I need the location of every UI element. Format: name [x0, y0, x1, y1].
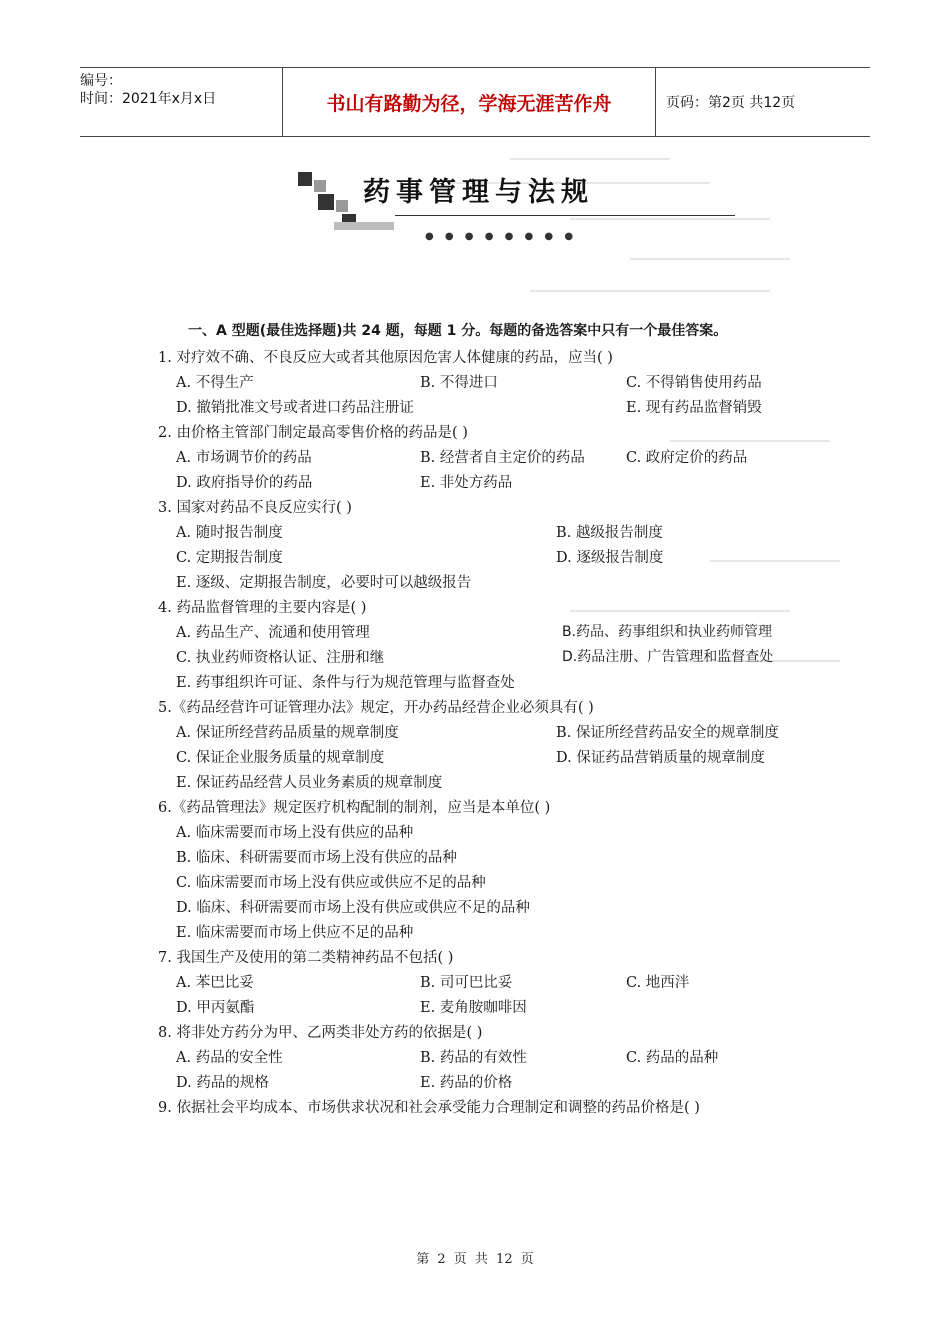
option: C. 临床需要而市场上没有供应或供应不足的品种	[176, 875, 486, 891]
option: E. 药品的价格	[420, 1075, 513, 1091]
title-underline	[395, 215, 735, 216]
page-label: 页码：第2页 共12页	[666, 95, 796, 111]
option: A. 药品生产、流通和使用管理	[176, 625, 370, 641]
option: D. 保证药品营销质量的规章制度	[556, 750, 765, 766]
header-meta	[80, 68, 280, 140]
question-stem: 6.《药品管理法》规定医疗机构配制的制剂，应当是本单位( )	[158, 800, 551, 816]
option: C. 保证企业服务质量的规章制度	[176, 750, 385, 766]
option: B. 不得进口	[420, 375, 498, 391]
option: C. 药品的品种	[626, 1050, 719, 1066]
option: A. 随时报告制度	[176, 525, 283, 541]
option: D. 逐级报告制度	[556, 550, 664, 566]
page-header	[80, 67, 870, 137]
section-heading: 一、A 型题(最佳选择题)共 24 题，每题 1 分。每题的备选答案中只有一个最佳答案。	[188, 323, 728, 339]
option: A. 临床需要而市场上没有供应的品种	[176, 825, 414, 841]
option: C. 政府定价的药品	[626, 450, 748, 466]
question-stem: 4. 药品监督管理的主要内容是( )	[158, 600, 367, 616]
time-label: 时间：2021年x月x日	[80, 91, 217, 107]
page-footer: 第 2 页 共 12 页	[416, 1252, 534, 1267]
option: E. 药事组织许可证、条件与行为规范管理与监督查处	[176, 675, 515, 691]
option: E. 非处方药品	[420, 475, 513, 491]
question-stem: 3. 国家对药品不良反应实行( )	[158, 500, 352, 516]
option: A. 不得生产	[176, 375, 254, 391]
option: D. 撤销批准文号或者进口药品注册证	[176, 400, 414, 416]
option: D. 临床、科研需要而市场上没有供应或供应不足的品种	[176, 900, 530, 916]
option: E. 临床需要而市场上供应不足的品种	[176, 925, 414, 941]
motto: 书山有路勤为径，学海无涯苦作舟	[282, 68, 656, 136]
option: B. 经营者自主定价的药品	[420, 450, 585, 466]
option: D.药品注册、广告管理和监督查处	[562, 649, 774, 665]
option: D. 甲丙氨酯	[176, 1000, 255, 1016]
option: B. 临床、科研需要而市场上没有供应的品种	[176, 850, 457, 866]
option: B. 药品的有效性	[420, 1050, 527, 1066]
option: E. 保证药品经营人员业务素质的规章制度	[176, 775, 443, 791]
option: B. 司可巴比妥	[420, 975, 513, 991]
option: E. 逐级、定期报告制度，必要时可以越级报告	[176, 575, 472, 591]
page-title: 药事管理与法规	[363, 177, 594, 208]
option: C. 定期报告制度	[176, 550, 283, 566]
option: B. 保证所经营药品安全的规章制度	[556, 725, 779, 741]
option: D. 政府指导价的药品	[176, 475, 313, 491]
option: A. 苯巴比妥	[176, 975, 254, 991]
question-stem: 8. 将非处方药分为甲、乙两类非处方药的依据是( )	[158, 1025, 483, 1041]
option: C. 不得销售使用药品	[626, 375, 762, 391]
option: E. 现有药品监督销毁	[626, 400, 762, 416]
option: B. 越级报告制度	[556, 525, 663, 541]
option: C. 执业药师资格认证、注册和继	[176, 650, 385, 666]
code-label: 编号：	[80, 73, 122, 89]
question-stem: 2. 由价格主管部门制定最高零售价格的药品是( )	[158, 425, 468, 441]
option: A. 市场调节价的药品	[176, 450, 312, 466]
option: C. 地西泮	[626, 975, 690, 991]
option: B.药品、药事组织和执业药师管理	[562, 624, 773, 640]
option: D. 药品的规格	[176, 1075, 269, 1091]
option: E. 麦角胺咖啡因	[420, 1000, 527, 1016]
question-stem: 5.《药品经营许可证管理办法》规定，开办药品经营企业必须具有( )	[158, 700, 594, 716]
question-stem: 7. 我国生产及使用的第二类精神药品不包括( )	[158, 950, 454, 966]
title-dots: ● ● ● ● ● ● ● ●	[425, 231, 578, 242]
question-stem: 1. 对疗效不确、不良反应大或者其他原因危害人体健康的药品，应当( )	[158, 350, 613, 366]
question-stem: 9. 依据社会平均成本、市场供求状况和社会承受能力合理制定和调整的药品价格是( )	[158, 1100, 700, 1116]
option: A. 药品的安全性	[176, 1050, 283, 1066]
option: A. 保证所经营药品质量的规章制度	[176, 725, 399, 741]
